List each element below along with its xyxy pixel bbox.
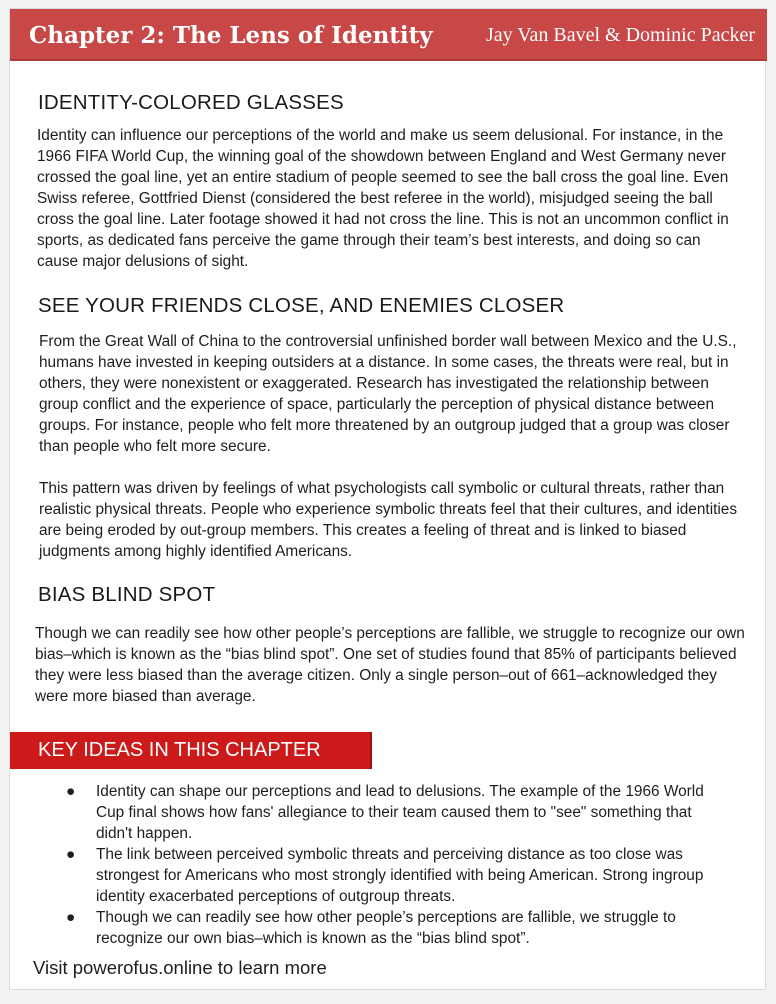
key-ideas-banner	[10, 732, 372, 769]
authors: Jay Van Bavel & Dominic Packer	[485, 24, 755, 46]
section-heading-bias-blind-spot: BIAS BLIND SPOT	[38, 583, 216, 606]
key-ideas-title: KEY IDEAS IN THIS CHAPTER	[38, 739, 321, 761]
section-heading-identity-colored-glasses: IDENTITY-COLORED GLASSES	[38, 91, 344, 114]
section-paragraph: Though we can readily see how other people’s perceptions are fallible, we struggle to recognize our own bias–which is known as the “bias blind spot”. One set of studies found that 85% of participants believed they were less biased than the average citizen. Only a single person–out of 661–acknowledged they were more biased than average.	[35, 625, 745, 705]
section-paragraph: Identity can influence our perceptions of the world and make us seem delusional. For instance, in the 1966 FIFA World Cup, the winning goal of the showdown between England and West Germany never crossed the goal line, yet an entire stadium of people seemed to see the ball cross the goal line. Even Swiss referee, Gottfried Dienst (considered the best referee in the world), misjudged seeing the ball cross the goal line. Later footage showed it had not cross the line. This is not an uncommon conflict in sports, as dedicated fans perceive the game through their team’s best interests, and doing so can cause major delusions of sight.	[37, 127, 729, 270]
bullet-icon: ●	[66, 846, 76, 863]
key-idea-text: The link between perceived symbolic threats and perceiving distance as too close was strongest for Americans who most strongly identified with being American. Strong ingroup identity exacerbated perceptions of outgroup threats.	[96, 846, 704, 905]
chapter-title: Chapter 2: The Lens of Identity	[29, 22, 433, 49]
page	[9, 8, 766, 990]
key-idea-text: Though we can readily see how other people’s perceptions are fallible, we struggle to recognize our own bias–which is known as the “bias blind spot”.	[96, 909, 676, 947]
chapter-header	[10, 9, 767, 61]
key-ideas-list	[66, 781, 726, 949]
key-idea-item	[66, 781, 726, 844]
key-idea-item	[66, 844, 726, 907]
bullet-icon: ●	[66, 909, 76, 926]
section-paragraph: From the Great Wall of China to the controversial unfinished border wall between Mexico and the U.S., humans have invested in keeping outsiders at a distance. In some cases, the threats were real, but in others, they were nonexistent or exaggerated. Research has investigated the relationship between group conflict and the experience of space, particularly the perception of physical distance between groups. For instance, people who felt more threatened by an outgroup judged that a group was closer than people who felt more secure.	[39, 333, 737, 455]
key-idea-item	[66, 907, 726, 949]
bullet-icon: ●	[66, 783, 76, 800]
footer-link[interactable]: Visit powerofus.online to learn more	[33, 957, 327, 978]
section-heading-see-your-friends-close: SEE YOUR FRIENDS CLOSE, AND ENEMIES CLOSER	[38, 294, 565, 317]
key-idea-text: Identity can shape our perceptions and lead to delusions. The example of the 1966 World Cup final shows how fans' allegiance to their team caused them to "see" something that didn't happen.	[96, 783, 704, 842]
section-paragraph: This pattern was driven by feelings of what psychologists call symbolic or cultural threats, rather than realistic physical threats. People who experience symbolic threats feel that their cultures, and identities are being eroded by out-group members. This creates a feeling of threat and is linked to biased judgments among highly identified Americans.	[39, 480, 738, 560]
